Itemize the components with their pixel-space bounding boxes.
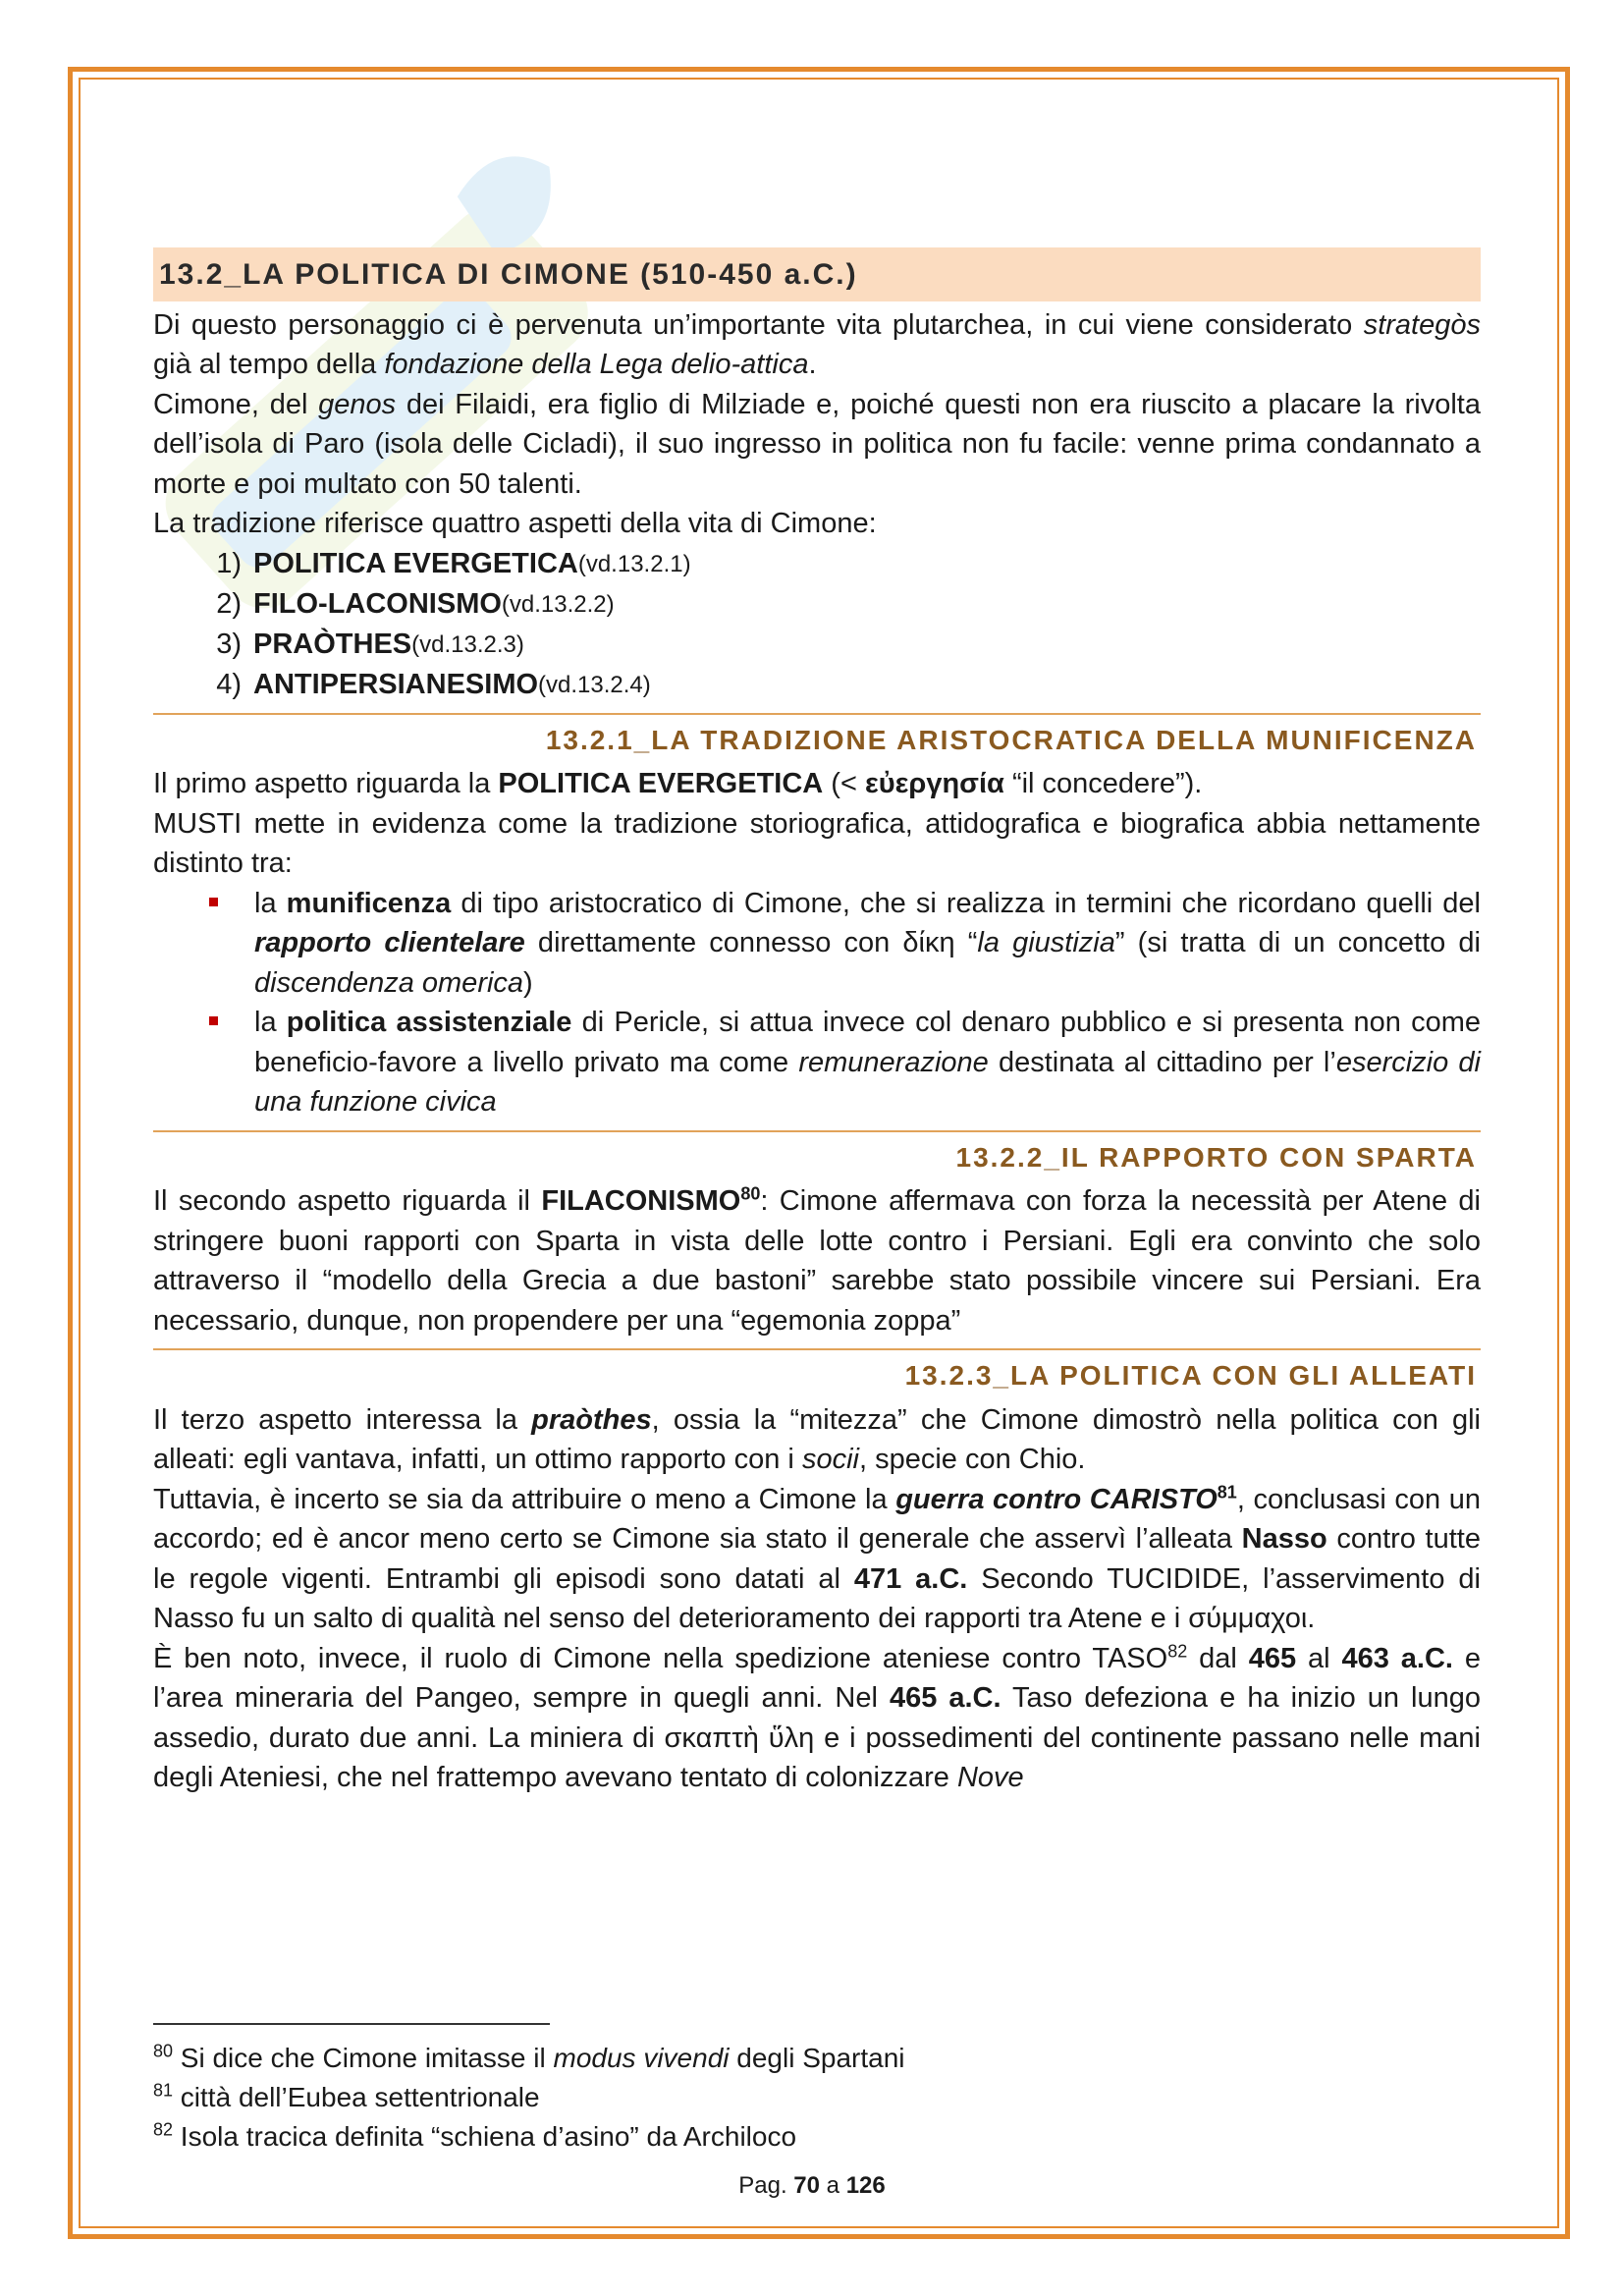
sub3-paragraph-1: Il terzo aspetto interessa la praòthes, ossia la “mitezza” che Cimone dimostrò nella politica con gli alleati: egli vantava, infatti, un ottimo rapporto con i socii, specie con Chio. [153,1403,1481,1475]
aspects-list [153,544,1481,705]
footnote-81: $^{81}$ città dell’Eubea settentrionale [153,2080,540,2112]
footnote-82: $^{82}$ Isola tracica definita “schiena d’asino” da Archiloco [153,2119,797,2152]
main-content [153,247,1481,1798]
sub3-paragraph-3: È ben noto, invece, il ruolo di Cimone nella spedizione ateniese contro TASO$^{82}$ dal 465 al 463 a.C. e l’area mineraria del Pangeo, sempre in quegli anni. Nel 465 a.C. Taso defeziona e ha inizio un lungo assedio, durato due anni. La miniera di σκαπτὴ ὕλη e i possedimenti del continente passano nelle mani degli Ateniesi, che nel frattempo avevano tentato di colonizzare Nove [153,1640,1481,1793]
footnote-80: $^{80}$ Si dice che Cimone imitasse il modus vivendi degli Spartani [153,2041,905,2073]
intro-paragraph-1: Di questo personaggio ci è pervenuta un’importante vita plutarchea, in cui viene considerato strategòs già al tempo della fondazione della Lega delio-attica. [153,308,1481,380]
bullet-icon [153,1003,254,1122]
intro-paragraph-3: La tradizione riferisce quattro aspetti della vita di Cimone: [153,508,877,539]
footnote-divider [153,2023,550,2025]
list-item: 4) ANTIPERSIANESIMO (vd.13.2.4) [216,668,651,700]
list-item: la munificenza di tipo aristocratico di Cimone, che si realizza in termini che ricordano quelli del rapporto clientelare direttamente connesso con δίκη “la giustizia” (si tratta di un concetto di discendenza omerica) [153,884,1481,1004]
page-number: Pag. 70 a 126 [738,2172,886,2199]
bullet-icon [153,884,254,1004]
sub3-paragraph-2: Tuttavia, è incerto se sia da attribuire o meno a Cimone la guerra contro CARISTO$^{81}$, conclusasi con un accordo; ed è ancor meno certo se Cimone sia stato il generale che asservì l’alleata Nasso contro tutte le regole vigenti. Entrambi gli episodi sono datati al 471 a.C. Secondo TUCIDIDE, l’asservimento di Nasso fu un salto di qualità nel senso del deterioramento dei rapporti tra Atene e i σύμμαχοι. [153,1481,1482,1634]
sub1-paragraph-2: MUSTI mette in evidenza come la tradizione storiografica, attidografica e biografica abbia nettamente distinto tra: [153,807,1481,879]
sub2-paragraph: Il secondo aspetto riguarda il FILACONISMO$^{80}$: Cimone affermava con forza la necessità per Atene di stringere buoni rapporti con Sparta in vista delle lotte contro i Persiani. Egli era convinto che solo attraverso il “modello della Grecia a due bastoni” sarebbe stato possibile vincere sui Persiani. Era necessario, dunque, non propendere per una “egemonia zoppa” [153,1183,1482,1337]
section-title: 13.2_LA POLITICA DI CIMONE (510-450 a.C.) [153,247,1481,301]
list-item: 2) FILO-LACONISMO (vd.13.2.2) [216,587,615,620]
subsection-title-1: 13.2.1_LA TRADIZIONE ARISTOCRATICA DELLA MUNIFICENZA [545,724,1477,755]
distinction-list [153,884,1481,1122]
sub1-paragraph-1: Il primo aspetto riguarda la POLITICA EVERGETICA (< εὐεργησία “il concedere”). [153,768,1203,799]
subsection-title-3: 13.2.3_LA POLITICA CON GLI ALLEATI [904,1360,1477,1391]
footnotes [153,2023,1481,2157]
intro-paragraph-2: Cimone, del genos dei Filaidi, era figlio di Milziade e, poiché questi non era riuscito a placare la rivolta dell’isola di Paro (isola delle Cicladi), il suo ingresso in politica non fu facile: venne prima condannato a morte e poi multato con 50 talenti. [153,388,1481,500]
list-item: 3) PRAÒTHES (vd.13.2.3) [216,628,524,660]
subsection-title-2: 13.2.2_IL RAPPORTO CON SPARTA [955,1141,1477,1173]
list-item: la politica assistenziale di Pericle, si attua invece col denaro pubblico e si presenta non come beneficio-favore a livello privato ma come remunerazione destinata al cittadino per l’esercizio di una funzione civica [153,1003,1481,1122]
list-item: 1) POLITICA EVERGETICA (vd.13.2.1) [216,547,691,579]
